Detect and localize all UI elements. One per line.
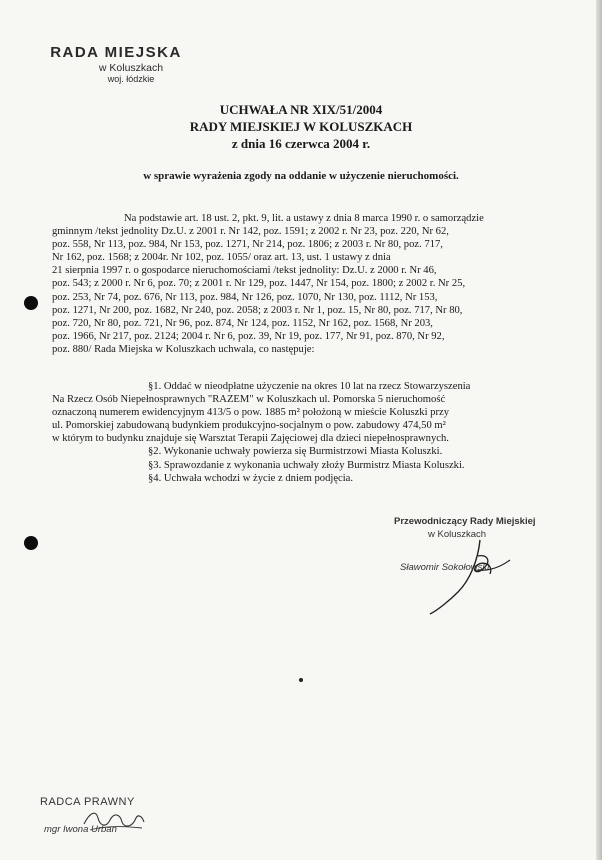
paragraph-1-line: w którym to budynku znajduje się Warsztat Terapii Zajęciowej dla dzieci niepełnosprawnych. bbox=[52, 433, 449, 445]
preamble-line: poz. 1271, Nr 200, poz. 1682, Nr 240, poz. 2058; z 2003 r. Nr 1, poz. 15, Nr 80, poz. 717, Nr 80, bbox=[52, 304, 463, 316]
legal-advisor-name: mgr Iwona Urban bbox=[44, 824, 117, 835]
paragraph-2: §2. Wykonanie uchwały powierza się Burmistrzowi Miasta Koluszki. bbox=[148, 446, 443, 458]
chairman-signature bbox=[420, 530, 530, 620]
paragraph-4: §4. Uchwała wchodzi w życie z dniem podjęcia. bbox=[148, 472, 354, 484]
paragraphs bbox=[52, 380, 572, 485]
council-stamp bbox=[46, 44, 186, 84]
paragraph-1-line: oznaczoną numerem ewidencyjnym 413/5 o pow. 1885 m² położoną w mieście Koluszki przy bbox=[52, 407, 450, 419]
paragraph-1-line: Na Rzecz Osób Niepełnosprawnych "RAZEM" w Koluszkach ul. Pomorska 5 nieruchomość bbox=[52, 394, 446, 406]
punch-hole-top bbox=[24, 296, 38, 310]
preamble-line: poz. 558, Nr 113, poz. 984, Nr 153, poz. 1271, Nr 214, poz. 1806; z 2003 r. Nr 80, poz. 717, bbox=[52, 239, 443, 251]
stamp-line-3: woj. łódzkie bbox=[107, 74, 155, 84]
resolution-number: UCHWAŁA NR XIX/51/2004 bbox=[219, 102, 383, 117]
preamble-line: poz. 880/ Rada Miejska w Koluszkach uchwala, co następuje: bbox=[52, 343, 315, 355]
speck bbox=[299, 678, 303, 682]
punch-hole-bottom bbox=[24, 536, 38, 550]
preamble-line: poz. 253, Nr 74, poz. 676, Nr 113, poz. 984, Nr 126, poz. 1070, Nr 130, poz. 1112, Nr 153, bbox=[52, 291, 438, 303]
paragraph-1-line: §1. Oddać w nieodpłatne użyczenie na okres 10 lat na rzecz Stowarzyszenia bbox=[148, 381, 471, 392]
resolution-issuer: RADY MIEJSKIEJ W KOLUSZKACH bbox=[189, 119, 413, 134]
chairman-title: Przewodniczący Rady Miejskiej bbox=[394, 516, 536, 527]
preamble-line: gminnym /tekst jednolity Dz.U. z 2001 r. Nr 142, poz. 1591; z 2002 r. Nr 23, poz. 220, Nr 62, bbox=[52, 226, 449, 238]
chairman-location: w Koluszkach bbox=[428, 529, 487, 540]
resolution-subject: w sprawie wyrażenia zgody na oddanie w użyczenie nieruchomości. bbox=[143, 170, 459, 182]
legal-advisor-signature bbox=[80, 806, 150, 836]
resolution-date: z dnia 16 czerwca 2004 r. bbox=[231, 136, 371, 151]
preamble bbox=[52, 212, 572, 356]
paragraph-1-line: ul. Pomorskiej zabudowaną budynkiem produkcyjno-socjalnym o pow. zabudowy 474,50 m² bbox=[52, 420, 446, 432]
paragraph-3: §3. Sprawozdanie z wykonania uchwały złoży Burmistrz Miasta Koluszki. bbox=[148, 459, 465, 471]
preamble-line: poz. 1966, Nr 217, poz. 2124; 2004 r. Nr 6, poz. 39, Nr 19, poz. 177, Nr 91, poz. 870, Nr 92, bbox=[52, 330, 445, 342]
legal-advisor-title: RADCA PRAWNY bbox=[40, 796, 135, 808]
stamp-line-2: w Koluszkach bbox=[98, 62, 164, 74]
preamble-line: poz. 543; z 2000 r. Nr 6, poz. 70; z 2001 r. Nr 129, poz. 1447, Nr 154, poz. 1800; z 2002 r. Nr 25, bbox=[52, 278, 466, 290]
stamp-line-1: RADA MIEJSKA bbox=[50, 44, 182, 61]
preamble-line: Na podstawie art. 18 ust. 2, pkt. 9, lit. a ustawy z dnia 8 marca 1990 r. o samorządzie bbox=[124, 213, 484, 224]
preamble-line: Nr 162, poz. 1568; z 2004r. Nr 102, poz. 1055/ oraz art. 13, ust. 1 ustawy z dnia bbox=[52, 252, 391, 264]
preamble-line: 21 sierpnia 1997 r. o gospodarce nieruchomościami /tekst jednolity: Dz.U. z 2000 r. Nr 46, bbox=[52, 265, 437, 277]
preamble-line: poz. 720, Nr 80, poz. 721, Nr 96, poz. 874, Nr 124, poz. 1152, Nr 162, poz. 1568, Nr 203, bbox=[52, 317, 433, 329]
chairman-name: Sławomir Sokołowski bbox=[400, 562, 490, 573]
